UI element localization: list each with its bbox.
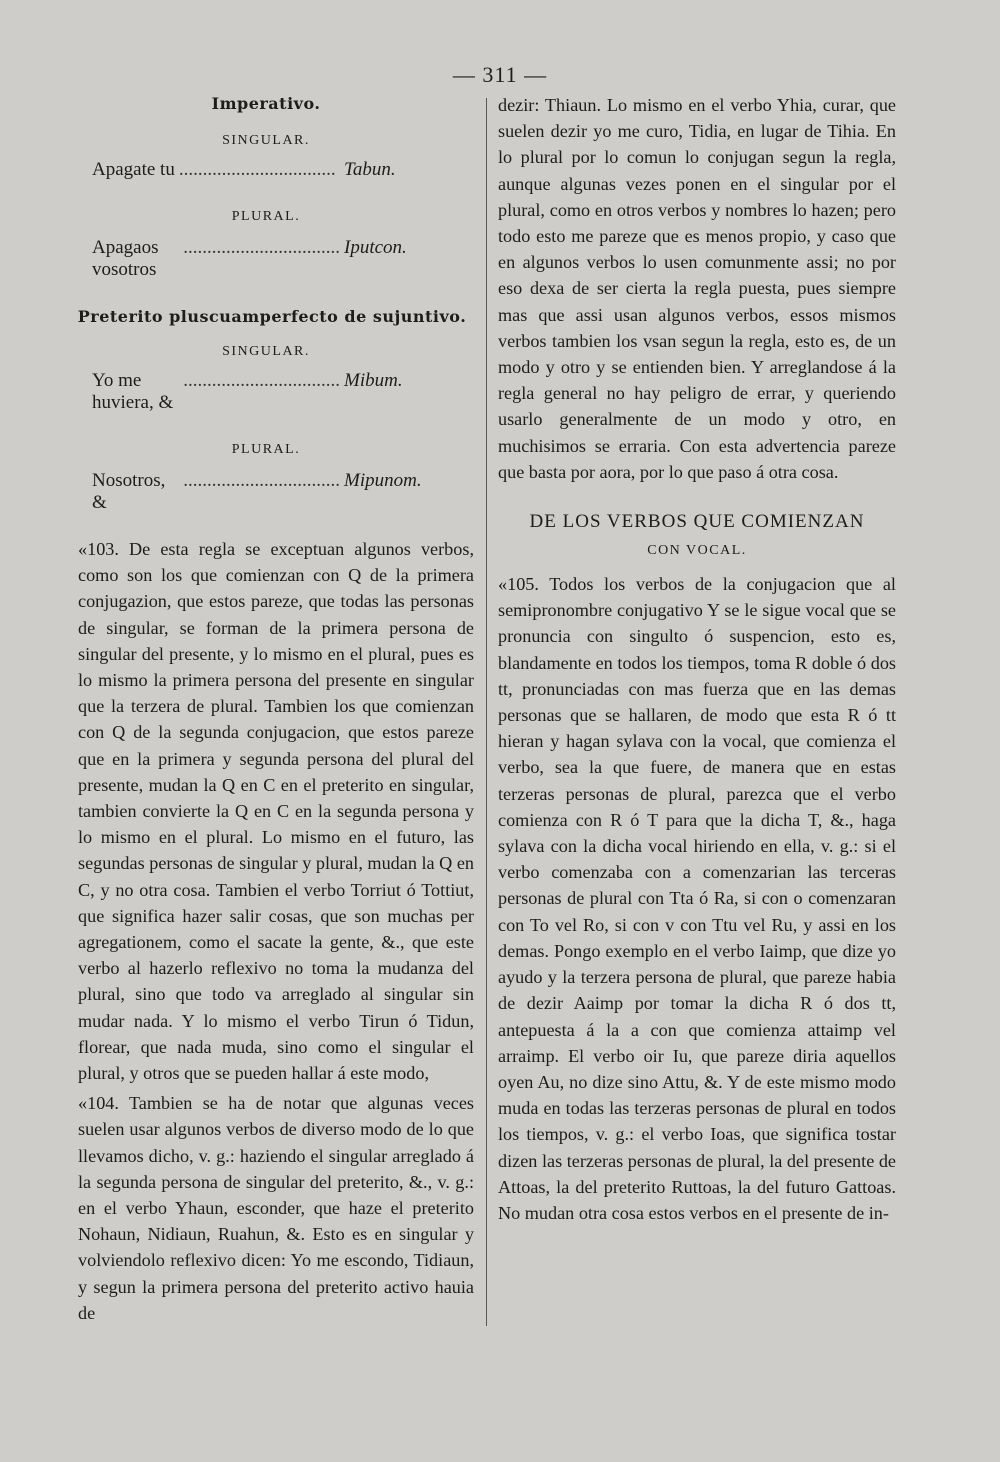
heading-plural: PLURAL. (231, 209, 301, 224)
conjugation-row (78, 159, 474, 181)
column-divider (486, 98, 487, 1326)
leader-dots: ................................. (183, 470, 340, 491)
native-form: Iputcon. (344, 237, 407, 258)
conjugation-row (78, 470, 474, 514)
section-title: DE LOS VERBOS QUE COMIENZAN (529, 511, 865, 533)
heading-imperativo: Imperativo. (211, 94, 321, 113)
leader-dots: ................................. (178, 159, 336, 180)
paragraph-105: «105. Todos los verbos de la conjugacion que al semipronombre conjugativo Y se le sigue vocal que se pronuncia con singulto ó suspencion, esto es, blandamente en todos los tiempos, toma R doble ó dos tt, pronunciadas con mas fuerza que en las demas personas que se hallaren, de modo que esta R ó tt hieran y hagan sylava con la vocal, que comienza el verbo, sea la que fuere, de manera que en estas terzeras personas de plural, parezca que el verbo comienza con R ó T para que la dicha T, &., haga sylava con la dicha vocal hiriendo en ella, v. g.: si el verbo comenzaba con a comenzarian las terceras personas de plural con Tta ó Ra, si con o comenzaran con To vel Ro, si con v con Ttu vel Ru, y assi en los demas. Pongo exemplo en el verbo Iaimp, que dize yo ayudo y la terzera persona de plural, que pareze habia de dezir Aaimp por tomar la dicha R ó dos tt, antepuesta á la a con que comienza attaimp vel arraimp. El verbo oir Iu, que pareze diria aquellos oyen Au, no dize sino Attu, &. Y de este mismo modo muda en todas las terzeras personas de plural en todos los tiempos, v. g.: el verbo Ioas, que significa tostar dizen las terzeras personas de plural, la del presente de Attoas, la del preterito Ruttoas, la del futuro Gattoas. No mudan otra cosa estos verbos en el presente de in- (498, 574, 896, 1223)
paragraph-103: «103. De esta regla se exceptuan algunos verbos, como son los que comienzan con Q de la primera conjugazion, que estos pareze, que todas las personas de singular, se forman de la primera persona de singular del presente, y lo mismo en el plural, pues es lo mismo la primera persona del presente en singular que la terzera de plural. Tambien los que comienzan con Q de la segunda conjugacion, que estos pareze que en la primera y segunda persona del plural del presente, mudan la Q en C en el preterito en singular, tambien convierte la Q en C en la segunda persona y lo mismo en el plural. Lo mismo en el futuro, las segundas personas de singular y plural, mudan la Q en C, y no otra cosa. Tambien el verbo Torriut ó Tottiut, que significa hazer salir cosas, que son muchas per agregationem, como el sacate la gente, &., que este verbo al hazerlo reflexivo no toma la mudanza del plural, sino que todo va arreglado al singular sin mudar nada. Y lo mismo el verbo Tirun ó Tidun, florear, que nada muda, sino como el singular el plural, y otros que se pueden hallar á este modo, (78, 539, 474, 1084)
heading-pluscuamperfecto: Preterito pluscuamperfecto de sujuntivo. (77, 307, 467, 326)
spanish-form: Nosotros, & (92, 470, 166, 513)
page-number: — 311 — (452, 62, 548, 87)
conjugation-row (78, 237, 474, 281)
left-column (78, 94, 474, 1326)
heading-plural: PLURAL. (231, 442, 301, 457)
leader-dots: ................................. (183, 370, 340, 391)
conjugation-row (78, 370, 474, 414)
heading-singular: SINGULAR. (222, 344, 310, 359)
paragraph-continuation: dezir: Thiaun. Lo mismo en el verbo Yhia, curar, que suelen dezir yo me curo, Tidia, en lugar de Tihia. En lo plural por lo comun lo conjugan segun la regla, aunque algunas vezes ponen en el singular por el plural, como en otros verbos y nombres lo hazen; pero todo esto me pareze que es menos propio, y caso que en algunos verbos lo usen comunmente assi; no por eso dexa de ser cierta la regla puesta, pues siempre mas que assi usan algunos verbos, essos mismos verbos tambien los vsan segun la regla, esto es, de un modo y otro y se entienden bien. Y arreglandose á la regla general no hay peligro de errar, y queriendo usarlo generalmente de un modo y otro, en muchisimos se erraria. Con esta advertencia pareze que basta por aora, por lo que paso á otra cosa. (498, 95, 896, 482)
leader-dots: ................................. (183, 237, 340, 258)
spanish-form: Yo me huviera, & (92, 370, 174, 413)
spanish-form: Apagate tu (92, 159, 175, 180)
paragraph-104: «104. Tambien se ha de notar que algunas veces suelen usar algunos verbos de diverso modo de lo que llevamos dicho, v. g.: haziendo el singular arreglado á la segunda persona de singular del preterito, &., v. g.: en el verbo Yhaun, esconder, que haze el preterito Nohaun, Nidiaun, Ruahun, &. Esto es en singular y volviendolo reflexivo dicen: Yo me escondo, Tidiaun, y segun la primera persona del preterito activo hauia de (78, 1093, 474, 1323)
native-form: Tabun. (344, 159, 396, 180)
heading-singular: SINGULAR. (222, 133, 310, 148)
native-form: Mibum. (344, 370, 403, 391)
section-subtitle: CON VOCAL. (647, 543, 747, 559)
spanish-form: Apagaos vosotros (92, 237, 159, 280)
right-column (498, 94, 896, 1226)
native-form: Mipunom. (344, 470, 422, 491)
